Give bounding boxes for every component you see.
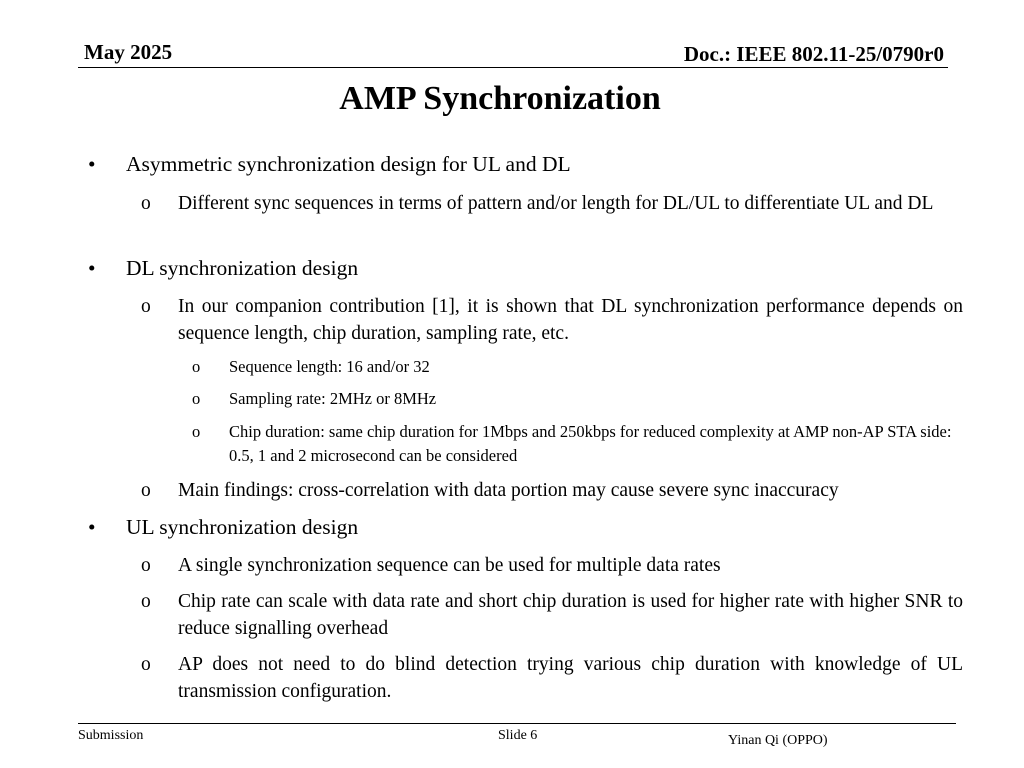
footer-submission: Submission (78, 728, 144, 743)
subbullet-text: Different sync sequences in terms of pattern and/or length for DL/UL to differentiate UL and DL (178, 193, 934, 214)
subsubbullet-marker: o (192, 389, 201, 408)
subbullet-marker: o (141, 193, 151, 214)
subbullet-text: AP does not need to do blind detection trying various chip duration with knowledge of UL transmission configuration. (178, 654, 963, 702)
subsubbullet-marker: o (192, 357, 201, 376)
subbullet-marker: o (141, 296, 151, 317)
subbullet-marker: o (141, 591, 151, 612)
bullet-marker: • (88, 152, 96, 176)
subbullet-marker: o (141, 480, 151, 501)
bullet-marker: • (88, 256, 96, 280)
footer-divider (78, 723, 956, 724)
bullet-text: DL synchronization design (126, 256, 359, 280)
header-date: May 2025 (84, 40, 173, 64)
bullet-marker: • (88, 515, 96, 539)
subbullet-text: In our companion contribution [1], it is shown that DL synchronization performance depends on sequence length, chip duration, sampling rate, etc. (178, 296, 963, 344)
bullet-text: UL synchronization design (126, 515, 359, 539)
header-doc-number: Doc.: IEEE 802.11-25/0790r0 (683, 42, 944, 66)
subbullet-text: A single synchronization sequence can be used for multiple data rates (178, 555, 721, 576)
subsubbullet-text: Sequence length: 16 and/or 32 (229, 357, 430, 376)
bullet-text: Asymmetric synchronization design for UL and DL (126, 152, 571, 176)
footer-slide-number: Slide 6 (498, 728, 538, 743)
subbullet-text: Chip rate can scale with data rate and short chip duration is used for higher rate with higher SNR to reduce signalling overhead (178, 591, 963, 639)
header-divider (78, 67, 948, 68)
subsubbullet-text: Sampling rate: 2MHz or 8MHz (229, 389, 437, 408)
subsubbullet-marker: o (192, 422, 201, 441)
subbullet-marker: o (141, 654, 151, 675)
subbullet-text: Main findings: cross-correlation with data portion may cause severe sync inaccuracy (178, 480, 839, 501)
subbullet-marker: o (141, 555, 151, 576)
slide-title: AMP Synchronization (339, 80, 661, 117)
subsubbullet-text: Chip duration: same chip duration for 1Mbps and 250kbps for reduced complexity at AMP non-AP STA side: 0.5, 1 and 2 microsecond can be considered (229, 422, 952, 465)
footer-author: Yinan Qi (OPPO) (728, 733, 828, 748)
